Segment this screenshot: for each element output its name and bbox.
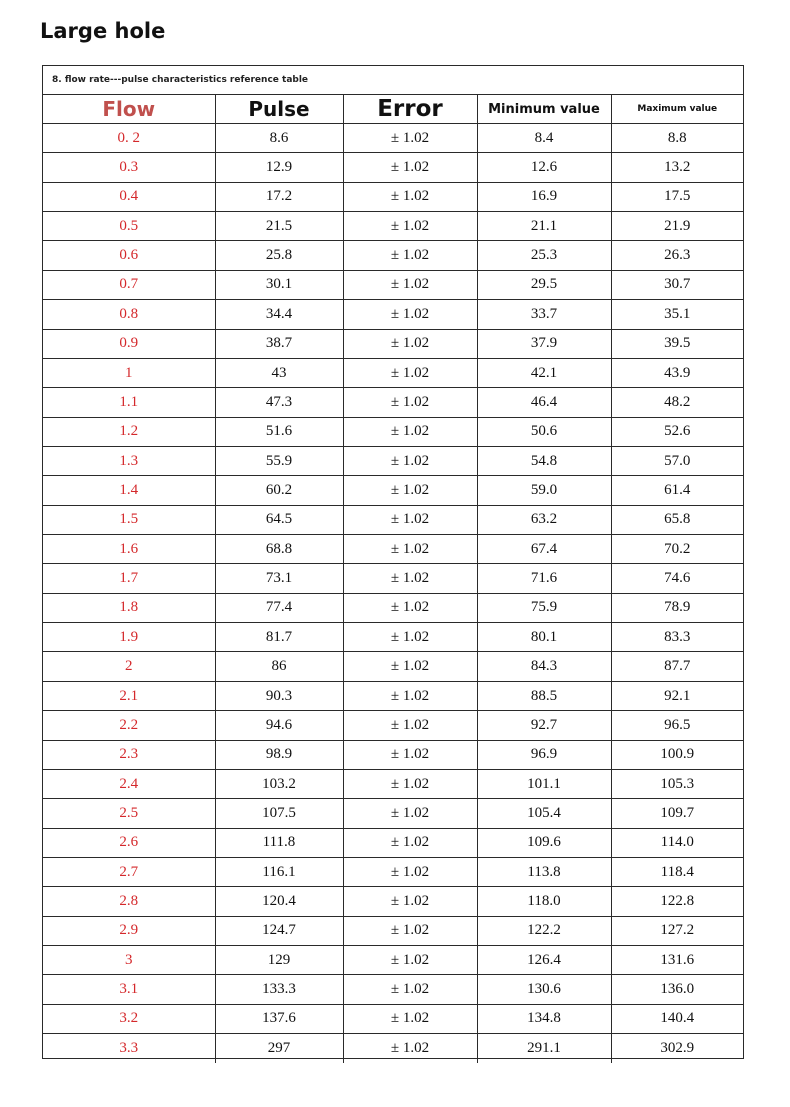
flow-cell: 2.3 — [43, 740, 215, 769]
maximum-cell: 30.7 — [611, 270, 743, 299]
maximum-cell: 114.0 — [611, 828, 743, 857]
minimum-cell: 84.3 — [477, 652, 611, 681]
table-row — [43, 799, 743, 828]
pulse-cell: 34.4 — [215, 300, 343, 329]
flow-cell: 0. 2 — [43, 124, 215, 153]
flow-cell: 2.9 — [43, 916, 215, 945]
error-cell: ± 1.02 — [343, 241, 477, 270]
pulse-cell: 43 — [215, 358, 343, 387]
error-cell: ± 1.02 — [343, 1004, 477, 1033]
header-row — [43, 95, 743, 124]
table-row — [43, 446, 743, 475]
flow-cell: 2.4 — [43, 769, 215, 798]
maximum-cell: 35.1 — [611, 300, 743, 329]
table-row — [43, 652, 743, 681]
error-cell: ± 1.02 — [343, 476, 477, 505]
error-cell: ± 1.02 — [343, 124, 477, 153]
flow-cell: 3.3 — [43, 1034, 215, 1063]
column-header-error: Error — [343, 95, 477, 124]
reference-table — [42, 65, 744, 1059]
table-body — [43, 124, 743, 1063]
minimum-cell: 63.2 — [477, 505, 611, 534]
minimum-cell: 21.1 — [477, 212, 611, 241]
table-row — [43, 946, 743, 975]
maximum-cell: 17.5 — [611, 182, 743, 211]
maximum-cell: 105.3 — [611, 769, 743, 798]
flow-cell: 2.6 — [43, 828, 215, 857]
table-row — [43, 329, 743, 358]
minimum-cell: 105.4 — [477, 799, 611, 828]
maximum-cell: 87.7 — [611, 652, 743, 681]
flow-cell: 1.5 — [43, 505, 215, 534]
table-row — [43, 212, 743, 241]
flow-cell: 2.1 — [43, 681, 215, 710]
minimum-cell: 33.7 — [477, 300, 611, 329]
error-cell: ± 1.02 — [343, 769, 477, 798]
table-row — [43, 623, 743, 652]
flow-cell: 0.8 — [43, 300, 215, 329]
maximum-cell: 96.5 — [611, 711, 743, 740]
maximum-cell: 65.8 — [611, 505, 743, 534]
maximum-cell: 92.1 — [611, 681, 743, 710]
table-row — [43, 358, 743, 387]
minimum-cell: 75.9 — [477, 593, 611, 622]
minimum-cell: 8.4 — [477, 124, 611, 153]
error-cell: ± 1.02 — [343, 564, 477, 593]
flow-cell: 2.5 — [43, 799, 215, 828]
flow-cell: 1 — [43, 358, 215, 387]
minimum-cell: 122.2 — [477, 916, 611, 945]
table-row — [43, 300, 743, 329]
minimum-cell: 80.1 — [477, 623, 611, 652]
pulse-cell: 98.9 — [215, 740, 343, 769]
maximum-cell: 52.6 — [611, 417, 743, 446]
minimum-cell: 12.6 — [477, 153, 611, 182]
maximum-cell: 140.4 — [611, 1004, 743, 1033]
error-cell: ± 1.02 — [343, 623, 477, 652]
column-header-maximum: Maximum value — [611, 95, 743, 124]
pulse-cell: 124.7 — [215, 916, 343, 945]
flow-cell: 3.1 — [43, 975, 215, 1004]
maximum-cell: 57.0 — [611, 446, 743, 475]
pulse-cell: 73.1 — [215, 564, 343, 593]
flow-cell: 2.7 — [43, 857, 215, 886]
table-row — [43, 975, 743, 1004]
table-row — [43, 124, 743, 153]
table-row — [43, 270, 743, 299]
table-caption: 8. flow rate---pulse characteristics reference table — [43, 66, 743, 95]
flow-cell: 0.5 — [43, 212, 215, 241]
flow-cell: 0.4 — [43, 182, 215, 211]
minimum-cell: 71.6 — [477, 564, 611, 593]
minimum-cell: 291.1 — [477, 1034, 611, 1063]
flow-cell: 3 — [43, 946, 215, 975]
maximum-cell: 74.6 — [611, 564, 743, 593]
table-row — [43, 241, 743, 270]
minimum-cell: 134.8 — [477, 1004, 611, 1033]
table-row — [43, 417, 743, 446]
maximum-cell: 78.9 — [611, 593, 743, 622]
minimum-cell: 130.6 — [477, 975, 611, 1004]
error-cell: ± 1.02 — [343, 535, 477, 564]
error-cell: ± 1.02 — [343, 388, 477, 417]
pulse-cell: 47.3 — [215, 388, 343, 417]
flow-cell: 1.7 — [43, 564, 215, 593]
pulse-cell: 90.3 — [215, 681, 343, 710]
minimum-cell: 67.4 — [477, 535, 611, 564]
data-table — [43, 95, 743, 1063]
error-cell: ± 1.02 — [343, 946, 477, 975]
flow-cell: 0.3 — [43, 153, 215, 182]
pulse-cell: 77.4 — [215, 593, 343, 622]
flow-cell: 1.9 — [43, 623, 215, 652]
table-row — [43, 711, 743, 740]
column-header-minimum: Minimum value — [477, 95, 611, 124]
table-row — [43, 153, 743, 182]
pulse-cell: 137.6 — [215, 1004, 343, 1033]
minimum-cell: 29.5 — [477, 270, 611, 299]
column-header-pulse: Pulse — [215, 95, 343, 124]
error-cell: ± 1.02 — [343, 446, 477, 475]
minimum-cell: 101.1 — [477, 769, 611, 798]
minimum-cell: 113.8 — [477, 857, 611, 886]
flow-cell: 0.7 — [43, 270, 215, 299]
maximum-cell: 43.9 — [611, 358, 743, 387]
maximum-cell: 136.0 — [611, 975, 743, 1004]
pulse-cell: 133.3 — [215, 975, 343, 1004]
flow-cell: 1.8 — [43, 593, 215, 622]
flow-cell: 0.6 — [43, 241, 215, 270]
error-cell: ± 1.02 — [343, 828, 477, 857]
table-row — [43, 535, 743, 564]
flow-cell: 0.9 — [43, 329, 215, 358]
table-row — [43, 828, 743, 857]
error-cell: ± 1.02 — [343, 652, 477, 681]
minimum-cell: 50.6 — [477, 417, 611, 446]
table-row — [43, 593, 743, 622]
maximum-cell: 21.9 — [611, 212, 743, 241]
maximum-cell: 122.8 — [611, 887, 743, 916]
minimum-cell: 96.9 — [477, 740, 611, 769]
flow-cell: 2.2 — [43, 711, 215, 740]
table-row — [43, 887, 743, 916]
pulse-cell: 64.5 — [215, 505, 343, 534]
maximum-cell: 100.9 — [611, 740, 743, 769]
maximum-cell: 48.2 — [611, 388, 743, 417]
maximum-cell: 26.3 — [611, 241, 743, 270]
pulse-cell: 21.5 — [215, 212, 343, 241]
pulse-cell: 60.2 — [215, 476, 343, 505]
pulse-cell: 297 — [215, 1034, 343, 1063]
pulse-cell: 8.6 — [215, 124, 343, 153]
minimum-cell: 42.1 — [477, 358, 611, 387]
minimum-cell: 54.8 — [477, 446, 611, 475]
flow-cell: 2 — [43, 652, 215, 681]
maximum-cell: 118.4 — [611, 857, 743, 886]
pulse-cell: 116.1 — [215, 857, 343, 886]
table-row — [43, 1004, 743, 1033]
pulse-cell: 94.6 — [215, 711, 343, 740]
error-cell: ± 1.02 — [343, 358, 477, 387]
minimum-cell: 118.0 — [477, 887, 611, 916]
pulse-cell: 111.8 — [215, 828, 343, 857]
pulse-cell: 103.2 — [215, 769, 343, 798]
maximum-cell: 70.2 — [611, 535, 743, 564]
maximum-cell: 302.9 — [611, 1034, 743, 1063]
table-row — [43, 182, 743, 211]
error-cell: ± 1.02 — [343, 593, 477, 622]
flow-cell: 1.2 — [43, 417, 215, 446]
minimum-cell: 126.4 — [477, 946, 611, 975]
minimum-cell: 16.9 — [477, 182, 611, 211]
table-row — [43, 769, 743, 798]
flow-cell: 3.2 — [43, 1004, 215, 1033]
minimum-cell: 109.6 — [477, 828, 611, 857]
flow-cell: 1.4 — [43, 476, 215, 505]
pulse-cell: 55.9 — [215, 446, 343, 475]
error-cell: ± 1.02 — [343, 182, 477, 211]
minimum-cell: 59.0 — [477, 476, 611, 505]
maximum-cell: 61.4 — [611, 476, 743, 505]
table-row — [43, 681, 743, 710]
pulse-cell: 12.9 — [215, 153, 343, 182]
error-cell: ± 1.02 — [343, 417, 477, 446]
table-row — [43, 505, 743, 534]
table-row — [43, 857, 743, 886]
error-cell: ± 1.02 — [343, 329, 477, 358]
table-row — [43, 476, 743, 505]
error-cell: ± 1.02 — [343, 857, 477, 886]
minimum-cell: 46.4 — [477, 388, 611, 417]
error-cell: ± 1.02 — [343, 505, 477, 534]
pulse-cell: 107.5 — [215, 799, 343, 828]
error-cell: ± 1.02 — [343, 799, 477, 828]
flow-cell: 2.8 — [43, 887, 215, 916]
error-cell: ± 1.02 — [343, 300, 477, 329]
column-header-flow: Flow — [43, 95, 215, 124]
pulse-cell: 38.7 — [215, 329, 343, 358]
minimum-cell: 37.9 — [477, 329, 611, 358]
error-cell: ± 1.02 — [343, 740, 477, 769]
error-cell: ± 1.02 — [343, 975, 477, 1004]
maximum-cell: 127.2 — [611, 916, 743, 945]
minimum-cell: 25.3 — [477, 241, 611, 270]
maximum-cell: 39.5 — [611, 329, 743, 358]
flow-cell: 1.6 — [43, 535, 215, 564]
flow-cell: 1.1 — [43, 388, 215, 417]
table-row — [43, 564, 743, 593]
table-row — [43, 916, 743, 945]
maximum-cell: 8.8 — [611, 124, 743, 153]
page-title: Large hole — [40, 19, 166, 43]
maximum-cell: 13.2 — [611, 153, 743, 182]
maximum-cell: 109.7 — [611, 799, 743, 828]
maximum-cell: 131.6 — [611, 946, 743, 975]
minimum-cell: 92.7 — [477, 711, 611, 740]
error-cell: ± 1.02 — [343, 1034, 477, 1063]
pulse-cell: 81.7 — [215, 623, 343, 652]
pulse-cell: 68.8 — [215, 535, 343, 564]
pulse-cell: 51.6 — [215, 417, 343, 446]
error-cell: ± 1.02 — [343, 887, 477, 916]
error-cell: ± 1.02 — [343, 916, 477, 945]
maximum-cell: 83.3 — [611, 623, 743, 652]
table-row — [43, 1034, 743, 1063]
pulse-cell: 17.2 — [215, 182, 343, 211]
pulse-cell: 120.4 — [215, 887, 343, 916]
pulse-cell: 25.8 — [215, 241, 343, 270]
pulse-cell: 86 — [215, 652, 343, 681]
flow-cell: 1.3 — [43, 446, 215, 475]
table-row — [43, 740, 743, 769]
pulse-cell: 129 — [215, 946, 343, 975]
error-cell: ± 1.02 — [343, 270, 477, 299]
error-cell: ± 1.02 — [343, 153, 477, 182]
error-cell: ± 1.02 — [343, 681, 477, 710]
error-cell: ± 1.02 — [343, 212, 477, 241]
table-row — [43, 388, 743, 417]
pulse-cell: 30.1 — [215, 270, 343, 299]
minimum-cell: 88.5 — [477, 681, 611, 710]
error-cell: ± 1.02 — [343, 711, 477, 740]
